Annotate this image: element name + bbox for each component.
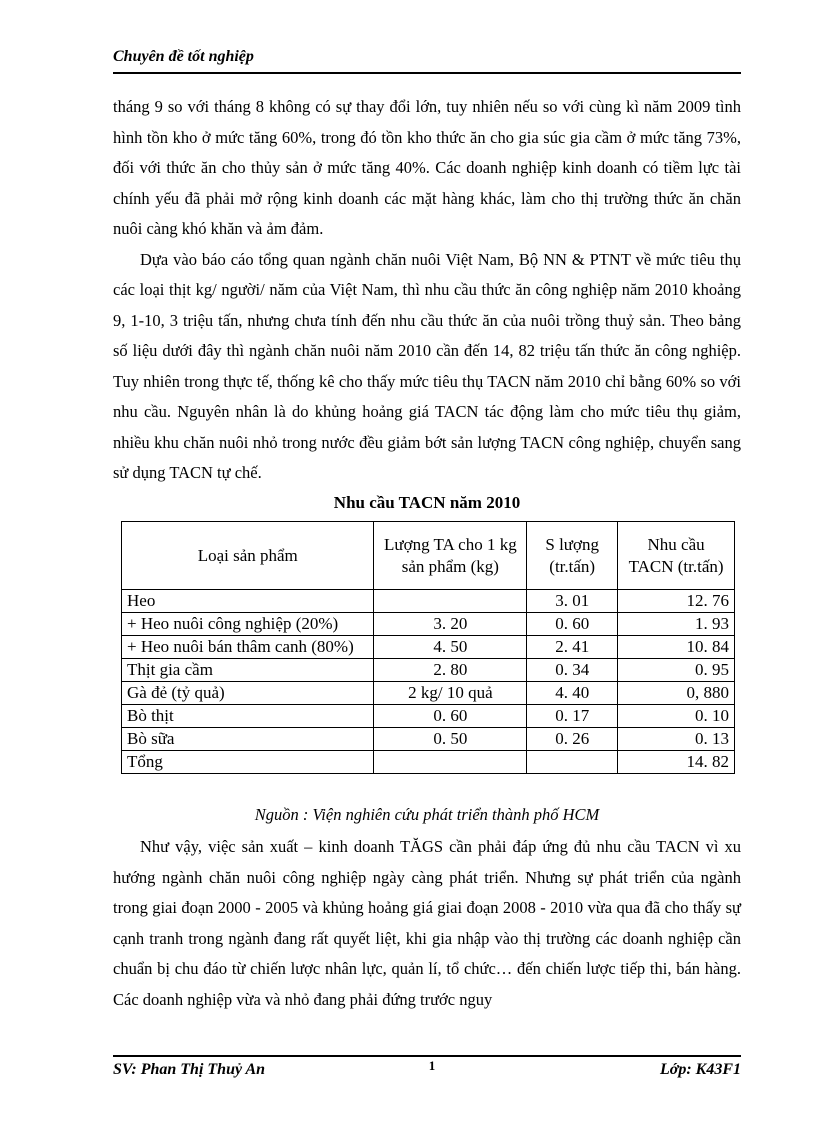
header-quantity: S lượng (tr.tấn) bbox=[527, 522, 618, 590]
page-number: 1 bbox=[428, 1058, 436, 1073]
feed-demand-table bbox=[121, 521, 735, 774]
table-row bbox=[122, 682, 735, 705]
cell-feed-per-kg bbox=[374, 751, 527, 774]
table-row bbox=[122, 705, 735, 728]
cell-product: Tổng bbox=[122, 751, 374, 774]
cell-quantity: 0. 26 bbox=[527, 728, 618, 751]
cell-feed-per-kg: 2 kg/ 10 quả bbox=[374, 682, 527, 705]
cell-product: + Heo nuôi bán thâm canh (80%) bbox=[122, 636, 374, 659]
cell-feed-per-kg: 3. 20 bbox=[374, 613, 527, 636]
cell-quantity: 0. 60 bbox=[527, 613, 618, 636]
body-text-top bbox=[113, 92, 741, 489]
table-row bbox=[122, 636, 735, 659]
paragraph: Dựa vào báo cáo tổng quan ngành chăn nuôi Việt Nam, Bộ NN & PTNT về mức tiêu thụ các loại thịt kg/ người/ năm của Việt Nam, thì nhu cầu thức ăn công nghiệp năm 2010 khoảng 9, 1-10, 3 triệu tấn, nhưng chưa tính đến nhu cầu thức ăn của nuôi trồng thuỷ sản. Theo bảng số liệu dưới đây thì ngành chăn nuôi năm 2010 cần đến 14, 82 triệu tấn thức ăn công nghiệp. Tuy nhiên trong thực tế, thống kê cho thấy mức tiêu thụ TACN năm 2010 chỉ bằng 60% so với nhu cầu. Nguyên nhân là do khủng hoảng giá TACN tác động làm cho mức tiêu thụ giảm, nhiều khu chăn nuôi nhỏ trong nước đều giảm bớt sản lượng TACN công nghiệp, chuyển sang sử dụng TACN tự chế. bbox=[113, 249, 741, 482]
header-demand: Nhu cầu TACN (tr.tấn) bbox=[618, 522, 735, 590]
cell-demand: 0. 95 bbox=[618, 659, 735, 682]
cell-feed-per-kg: 0. 60 bbox=[374, 705, 527, 728]
header-divider bbox=[113, 72, 741, 74]
footer-divider bbox=[113, 1055, 741, 1057]
body-text-bottom bbox=[113, 832, 741, 1015]
table-row bbox=[122, 590, 735, 613]
cell-feed-per-kg: 0. 50 bbox=[374, 728, 527, 751]
cell-feed-per-kg bbox=[374, 590, 527, 613]
cell-product: Thịt gia cầm bbox=[122, 659, 374, 682]
cell-feed-per-kg: 2. 80 bbox=[374, 659, 527, 682]
paragraph: Như vậy, việc sản xuất – kinh doanh TĂGS cần phải đáp ứng đủ nhu cầu TACN vì xu hướng ngành chăn nuôi công nghiệp ngày càng phát triển. Nhưng sự phát triển của ngành trong giai đoạn 2000 - 2005 và khủng hoảng giá giai đoạn 2008 - 2010 vừa qua đã cho thấy sự cạnh tranh trong ngành đang rất quyết liệt, khi gia nhập vào thị trường các doanh nghiệp cần chuẩn bị chu đáo từ chiến lược nhân lực, quản lí, tổ chức… đến chiến lược tiếp thi, bán hàng. Các doanh nghiệp vừa và nhỏ đang phải đứng trước nguy bbox=[113, 837, 741, 1009]
table-row bbox=[122, 659, 735, 682]
cell-quantity: 2. 41 bbox=[527, 636, 618, 659]
table-title: Nhu cầu TACN năm 2010 bbox=[333, 493, 521, 512]
footer-student-name: SV: Phan Thị Thuỷ An bbox=[113, 1061, 266, 1078]
cell-demand: 14. 82 bbox=[618, 751, 735, 774]
table-row-total bbox=[122, 751, 735, 774]
cell-demand: 1. 93 bbox=[618, 613, 735, 636]
cell-quantity bbox=[527, 751, 618, 774]
cell-quantity: 0. 34 bbox=[527, 659, 618, 682]
cell-quantity: 3. 01 bbox=[527, 590, 618, 613]
cell-quantity: 4. 40 bbox=[527, 682, 618, 705]
header-product: Loại sản phẩm bbox=[122, 522, 374, 590]
cell-demand: 10. 84 bbox=[618, 636, 735, 659]
document-header-title: Chuyên đề tốt nghiệp bbox=[113, 48, 254, 65]
cell-quantity: 0. 17 bbox=[527, 705, 618, 728]
table-row bbox=[122, 728, 735, 751]
cell-product: Bò sữa bbox=[122, 728, 374, 751]
table-row bbox=[122, 613, 735, 636]
cell-demand: 0, 880 bbox=[618, 682, 735, 705]
table-header-row bbox=[122, 522, 735, 590]
cell-demand: 0. 10 bbox=[618, 705, 735, 728]
cell-product: Gà đẻ (tỷ quả) bbox=[122, 682, 374, 705]
table-source-note: Nguồn : Viện nghiên cứu phát triển thành phố HCM bbox=[254, 805, 600, 824]
cell-product: Heo bbox=[122, 590, 374, 613]
header-feed-per-kg: Lượng TA cho 1 kg sản phẩm (kg) bbox=[374, 522, 527, 590]
footer-class: Lớp: K43F1 bbox=[659, 1061, 741, 1078]
paragraph: tháng 9 so với tháng 8 không có sự thay đổi lớn, tuy nhiên nếu so với cùng kì năm 2009 tình hình tồn kho ở mức tăng 60%, trong đó tồn kho thức ăn cho gia súc gia cầm ở mức tăng 73%, đối với thức ăn cho thủy sản ở mức tăng 40%. Các doanh nghiệp kinh doanh có tiềm lực tài chính yếu đã phải mở rộng kinh doanh các mặt hàng khác, làm cho thị trường thức ăn chăn nuôi càng khó khăn và ảm đảm. bbox=[113, 97, 741, 238]
cell-demand: 12. 76 bbox=[618, 590, 735, 613]
cell-product: Bò thịt bbox=[122, 705, 374, 728]
cell-feed-per-kg: 4. 50 bbox=[374, 636, 527, 659]
cell-demand: 0. 13 bbox=[618, 728, 735, 751]
cell-product: + Heo nuôi công nghiệp (20%) bbox=[122, 613, 374, 636]
